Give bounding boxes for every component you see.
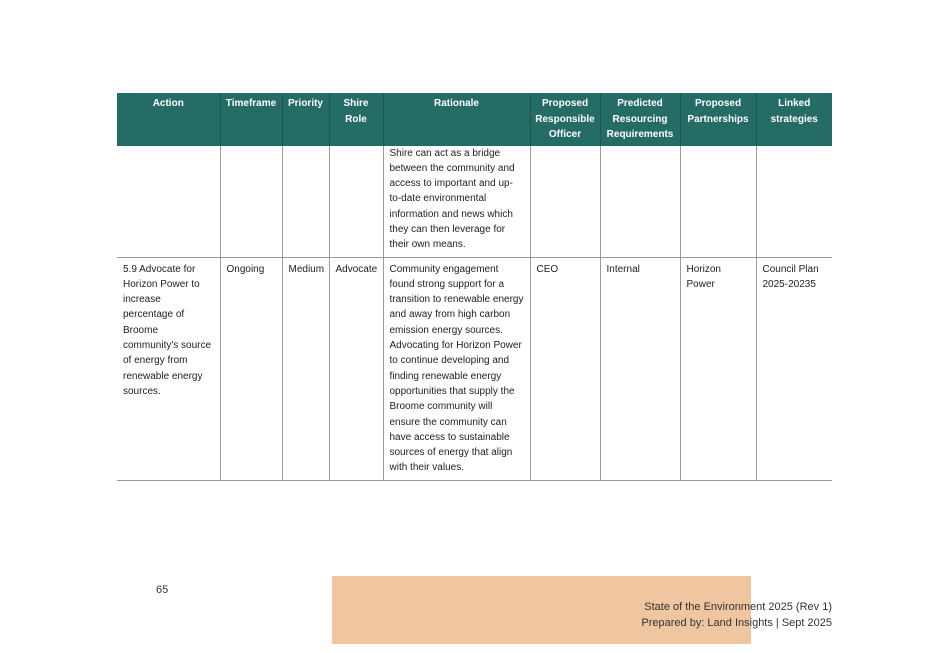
cell-rationale: Shire can act as a bridge between the community and access to important and up-to-date environmental information and news which they can then leverage for their own means. [383, 146, 530, 258]
footer-prepared-by: Prepared by: Land Insights | Sept 2025 [641, 617, 832, 629]
cell-partnerships [680, 146, 756, 258]
cell-strategies: Council Plan 2025-20235 [756, 257, 832, 480]
cell-partnerships: Horizon Power [680, 257, 756, 480]
cell-strategies [756, 146, 832, 258]
cell-shire-role [329, 146, 383, 258]
header-rationale: Rationale [383, 93, 530, 146]
cell-timeframe [220, 146, 282, 258]
footer-text [641, 599, 832, 631]
cell-priority [282, 146, 329, 258]
header-shire-role: Shire Role [329, 93, 383, 146]
header-action: Action [117, 93, 220, 146]
page-number: 65 [156, 584, 169, 596]
cell-shire-role: Advocate [329, 257, 383, 480]
cell-rationale: Community engagement found strong support for a transition to renewable energy and away from high carbon emission energy sources. Advocating for Horizon Power to continue developing and finding renewable energy opportunities that supply the Broome community will ensure the community can have access to sustainable sources of energy that align with their values. [383, 257, 530, 480]
cell-action: 5.9 Advocate for Horizon Power to increase percentage of Broome community's source of energy from renewable energy sources. [117, 257, 220, 480]
cell-priority: Medium [282, 257, 329, 480]
header-priority: Priority [282, 93, 329, 146]
table-header-row [117, 93, 832, 146]
cell-resourcing: Internal [600, 257, 680, 480]
cell-officer [530, 146, 600, 258]
table-row [117, 257, 832, 480]
header-timeframe: Timeframe [220, 93, 282, 146]
header-responsible-officer: Proposed Responsible Officer [530, 93, 600, 146]
table-row-continuation [117, 146, 832, 258]
action-plan-table [117, 93, 832, 481]
header-partnerships: Proposed Partnerships [680, 93, 756, 146]
footer-document-title: State of the Environment 2025 (Rev 1) [644, 601, 832, 613]
header-linked-strategies: Linked strategies [756, 93, 832, 146]
cell-resourcing [600, 146, 680, 258]
cell-officer: CEO [530, 257, 600, 480]
cell-action [117, 146, 220, 258]
header-resourcing: Predicted Resourcing Requirements [600, 93, 680, 146]
cell-timeframe: Ongoing [220, 257, 282, 480]
